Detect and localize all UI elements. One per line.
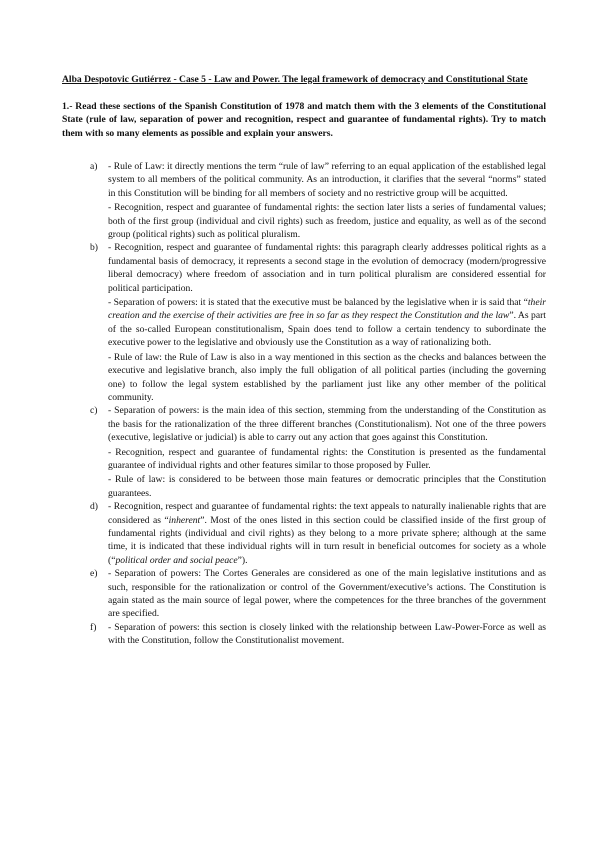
- text-run: ”. As part of the so-called European constitutionalism, Spain does tend to follow a certain tendency to subordinate the executive power to the legislative and obviously use the Constitution as a way of rationalizing both.: [108, 310, 546, 349]
- answer-paragraph: - Rule of Law: it directly mentions the term “rule of law” referring to an equal application of the established legal system to all members of the political community. As an introduction, it clarifies that the several “norms” stated in this Constitution will be binding for all members of society and no restrictive group will be acquitted.: [108, 161, 546, 199]
- answer-paragraph: - Recognition, respect and guarantee of fundamental rights: this paragraph clearly addresses political rights as a fundamental basis of democracy, it represents a second stage in the evolution of democracy (modern/progressive liberal democracy) where freedom of association and in turn political pluralism are considered essential for political participation.: [108, 242, 546, 294]
- text-run: - Recognition, respect and guarantee of fundamental rights: the text appeals to naturally inalienable rights that are considered as “: [108, 501, 546, 526]
- answer-paragraph: - Separation of powers: The Cortes Generales are considered as one of the main legislative institutions and as such, responsible for the rationalization or control of the Government/executive’s actions. The Constitution is again stated as the main source of legal power, where the competences for the three branches of the government are specified.: [108, 568, 546, 620]
- answer-paragraph: [108, 500, 546, 567]
- answer-paragraph: - Separation of powers: this section is closely linked with the relationship between Law-Power-Force as well as with the Constitution, follow the Constitutionalist movement.: [108, 621, 546, 647]
- answer-paragraph: - Rule of law: is considered to be between those main features or democratic principles that the Constitution guarantees.: [108, 474, 546, 499]
- answer-list: [62, 160, 546, 648]
- answer-paragraph: - Rule of law: the Rule of Law is also in a way mentioned in this section as the checks and balances between the executive and legislative branch, also imply the full obligation of all political parties (including the governing one) to follow the legal system established by the parliament just like any other member of the political community.: [108, 351, 546, 403]
- list-marker: b): [90, 242, 98, 254]
- quoted-phrase: political order and social peace: [115, 554, 238, 566]
- list-marker: e): [90, 568, 98, 580]
- answer-paragraph: - Recognition, respect and guarantee of fundamental rights: the section later lists a series of fundamental values; both of the first group (individual and civil rights) such as freedom, justice and equality, as well as of the second group (political rights) such as political pluralism.: [108, 202, 546, 241]
- answer-paragraph: [108, 296, 546, 350]
- list-marker: a): [90, 161, 98, 172]
- answer-paragraph: - Separation of powers: is the main idea of this section, stemming from the understanding of the Constitution as the basis for the rationalization of the three different branches (Constitutionalism). Not one of the three powers (executive, legislative or judicial) is able to carry out any action that goes against this Constitution.: [108, 405, 546, 444]
- list-marker: f): [90, 621, 97, 633]
- answer-item: [62, 241, 546, 404]
- list-marker: c): [90, 405, 98, 417]
- text-run: ”).: [237, 554, 248, 566]
- quoted-phrase: inherent: [168, 514, 201, 526]
- quoted-phrase: their creation and the exercise of their activities are free in so far as they respect the Constitution and the law: [108, 297, 546, 322]
- text-run: - Separation of powers: it is stated that the executive must be balanced by the legislative when ir is said that “: [108, 297, 528, 309]
- text-run: ”. Most of the ones listed in this section could be classified inside of the first group of fundamental rights (individual and civil rights) as they belong to a more private sphere; although at the same time, it is indicated that these individual rights will in turn result in beneficial outcomes for society as a whole (“: [108, 514, 546, 566]
- answer-item: [62, 621, 546, 648]
- document-title: Alba Despotovic Gutiérrez - Case 5 - Law and Power. The legal framework of democracy and Constitutional State: [62, 74, 528, 85]
- question-prompt: 1.- Read these sections of the Spanish Constitution of 1978 and match them with the 3 elements of the Constitutional State (rule of law, separation of power and recognition, respect and guarantee of fundamental rights). Try to match them with so many elements as possible and explain your answers.: [62, 101, 546, 139]
- list-marker: d): [90, 501, 98, 513]
- answer-paragraph: - Recognition, respect and guarantee of fundamental rights: the Constitution is presented as the fundamental guarantee of individual rights and other features similar to those proposed by Fuller.: [108, 446, 546, 471]
- answer-item: [62, 404, 546, 500]
- answer-item: [62, 160, 546, 241]
- answer-item: [62, 500, 546, 567]
- answer-item: [62, 567, 546, 621]
